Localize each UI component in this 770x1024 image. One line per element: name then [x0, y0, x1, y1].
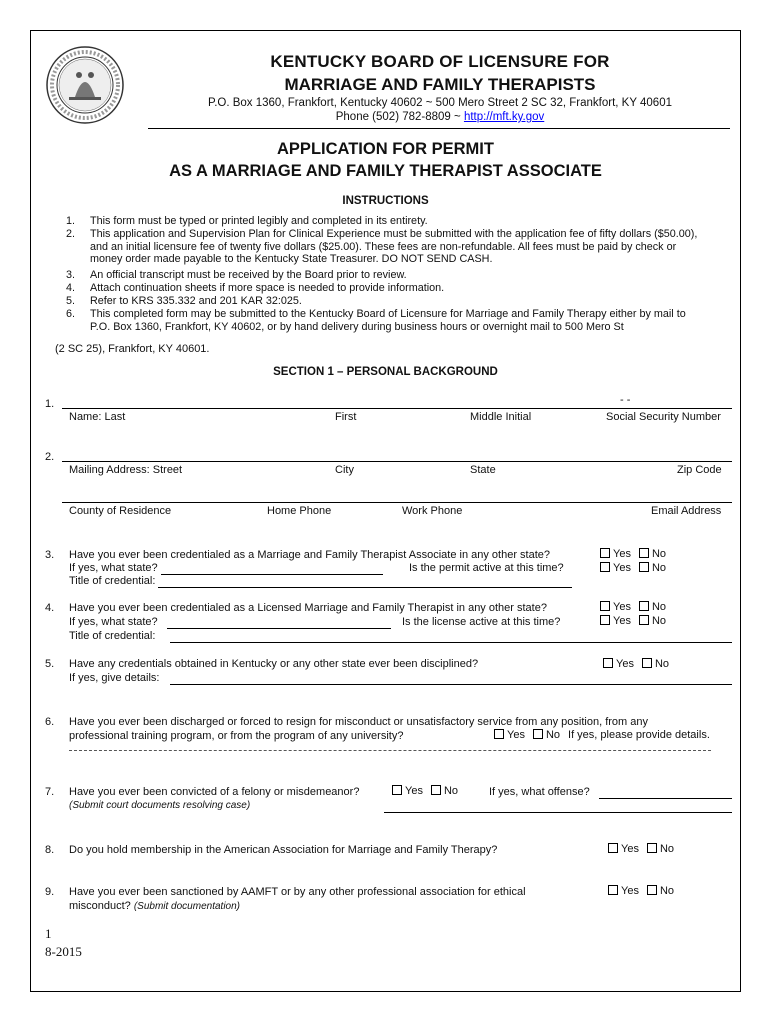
q3-title-label: Title of credential: [69, 575, 572, 588]
q3-number: 3. [45, 549, 55, 561]
q1-name-field[interactable] [62, 408, 732, 409]
q8-no-checkbox[interactable] [647, 843, 657, 853]
q8-number: 8. [45, 844, 55, 856]
q4-title-label: Title of credential: [69, 630, 156, 642]
q6-number: 6. [45, 716, 55, 728]
phone-text: Phone (502) 782-8809 ~ [335, 111, 464, 123]
q4-if-yes-label: If yes, what state? [69, 616, 391, 629]
q6-yes-no: Yes No If yes, please provide details. [494, 729, 710, 741]
q5-yes-checkbox[interactable] [603, 658, 613, 668]
q5-details-label: If yes, give details: [69, 672, 160, 684]
org-address: P.O. Box 1360, Frankfort, Kentucky 40602 ~ 500 Mero Street 2 SC 32, Frankfort, KY 40601 [208, 97, 672, 109]
q2-contact-field[interactable] [62, 502, 732, 503]
label-middle-initial: Middle Initial [470, 411, 532, 423]
form-title-line1: APPLICATION FOR PERMIT [277, 140, 494, 158]
q3-yes-checkbox[interactable] [600, 548, 610, 558]
q4-active-yes-checkbox[interactable] [600, 615, 610, 625]
instruction-continuation: (2 SC 25), Frankfort, KY 40601. [55, 343, 210, 355]
q5-no-checkbox[interactable] [642, 658, 652, 668]
section1-heading: SECTION 1 – PERSONAL BACKGROUND [273, 366, 498, 378]
instructions-heading: INSTRUCTIONS [342, 195, 429, 207]
q3-text: Have you ever been credentialed as a Marriage and Family Therapist Associate in any other state? [69, 549, 551, 561]
ssn-dashes: - - [620, 394, 631, 406]
q4-yes-no: Yes No [600, 601, 666, 613]
instruction-item: 5. Refer to KRS 335.332 and 201 KAR 32:025. [66, 295, 302, 307]
revision-date: 8-2015 [45, 944, 82, 959]
q7-no-checkbox[interactable] [431, 785, 441, 795]
q4-state-field[interactable] [167, 628, 391, 629]
q2-number: 2. [45, 451, 55, 463]
q4-no-checkbox[interactable] [639, 601, 649, 611]
label-street: Mailing Address: Street [69, 464, 183, 476]
q6-details-field[interactable] [69, 750, 711, 751]
org-name-line1: KENTUCKY BOARD OF LICENSURE FOR [270, 52, 610, 71]
q7-offense-label: If yes, what offense? [489, 786, 590, 798]
page-number: 1 [45, 926, 52, 941]
q4-active-no-checkbox[interactable] [639, 615, 649, 625]
header-divider [148, 128, 730, 129]
instruction-item: 2. This application and Supervision Plan for Clinical Experience must be submitted with the application fee of fifty dollars ($50.00), and an initial licensure fee of twenty five dollars ($25.00). These fees are non-refundable. All fees must be paid by check or money order made payable to the Kentucky State Treasurer. DO NOT SEND CASH. [66, 228, 698, 265]
q9-text-line2: misconduct? (Submit documentation) [69, 900, 240, 912]
q6-yes-checkbox[interactable] [494, 729, 504, 739]
q3-no-checkbox[interactable] [639, 548, 649, 558]
q1-number: 1. [45, 398, 55, 410]
q9-number: 9. [45, 886, 55, 898]
label-last-name: Name: Last [69, 411, 126, 423]
q5-text: Have any credentials obtained in Kentucky or any other state ever been disciplined? [69, 658, 479, 670]
q7-number: 7. [45, 786, 55, 798]
q5-details-field[interactable] [170, 684, 732, 685]
form-title-line2: AS A MARRIAGE AND FAMILY THERAPIST ASSOCIATE [169, 162, 602, 180]
q8-yes-no: Yes No [608, 843, 674, 855]
label-first-name: First [335, 411, 357, 423]
label-ssn: Social Security Number [606, 411, 721, 423]
label-county: County of Residence [69, 505, 172, 517]
label-home-phone: Home Phone [267, 505, 332, 517]
q4-yes-checkbox[interactable] [600, 601, 610, 611]
q9-yes-no: Yes No [608, 885, 674, 897]
q3-active-no-checkbox[interactable] [639, 562, 649, 572]
website-link[interactable]: http://mft.ky.gov [463, 111, 545, 123]
label-work-phone: Work Phone [402, 505, 463, 517]
label-city: City [335, 464, 354, 476]
q5-number: 5. [45, 658, 55, 670]
q2-address-field[interactable] [62, 461, 732, 462]
q6-provide-details: If yes, please provide details. [568, 729, 710, 741]
q5-yes-no: Yes No [603, 658, 669, 670]
instruction-item: 3. An official transcript must be received by the Board prior to review. [66, 269, 407, 281]
q9-yes-checkbox[interactable] [608, 885, 618, 895]
instruction-item: 6. This completed form may be submitted to the Kentucky Board of Licensure for Marriage and Family Therapy either by mail to P.O. Box 1360, Frankfort, KY 40602, or by hand delivery during business hours or overnight mail to 500 Mero St [66, 308, 686, 333]
q6-text-line2: professional training program, or from the program of any university? [69, 730, 404, 742]
q9-no-checkbox[interactable] [647, 885, 657, 895]
kentucky-seal-icon [45, 45, 125, 125]
q3-yes-no: Yes No [600, 548, 666, 560]
q3-if-yes-label: If yes, what state? [69, 562, 383, 575]
q9-note: (Submit documentation) [133, 901, 240, 912]
q7-offense-field-line2[interactable] [384, 812, 732, 813]
org-name-line2: MARRIAGE AND FAMILY THERAPISTS [284, 75, 596, 94]
q8-text: Do you hold membership in the American Association for Marriage and Family Therapy? [69, 844, 498, 856]
q7-text: Have you ever been convicted of a felony or misdemeanor? [69, 786, 360, 798]
org-phone-line [150, 111, 730, 123]
q4-title-field[interactable] [170, 642, 732, 643]
q3-title-field[interactable] [158, 587, 572, 588]
q3-active-yes-checkbox[interactable] [600, 562, 610, 572]
q6-no-checkbox[interactable] [533, 729, 543, 739]
q4-text: Have you ever been credentialed as a Licensed Marriage and Family Therapist in any other state? [69, 602, 547, 614]
q4-active-yes-no: Yes No [600, 615, 666, 627]
instruction-item: 1. This form must be typed or printed legibly and completed in its entirety. [66, 215, 428, 227]
q4-active-label: Is the license active at this time? [402, 616, 561, 628]
q7-offense-field[interactable] [599, 798, 732, 799]
q7-note: (Submit court documents resolving case) [69, 800, 251, 811]
q3-active-label: Is the permit active at this time? [409, 562, 564, 574]
q9-text-line1: Have you ever been sanctioned by AAMFT or by any other professional association for ethical [69, 886, 526, 898]
q7-yes-no: Yes No [392, 785, 458, 797]
q7-yes-checkbox[interactable] [392, 785, 402, 795]
q8-yes-checkbox[interactable] [608, 843, 618, 853]
instruction-item: 4. Attach continuation sheets if more space is needed to provide information. [66, 282, 445, 294]
q6-text-line1: Have you ever been discharged or forced to resign for misconduct or unsatisfactory service from any position, from any [69, 716, 648, 728]
label-zip: Zip Code [677, 464, 722, 476]
q4-number: 4. [45, 602, 55, 614]
label-state: State [470, 464, 496, 476]
label-email: Email Address [651, 505, 722, 517]
q3-active-yes-no: Yes No [600, 562, 666, 574]
